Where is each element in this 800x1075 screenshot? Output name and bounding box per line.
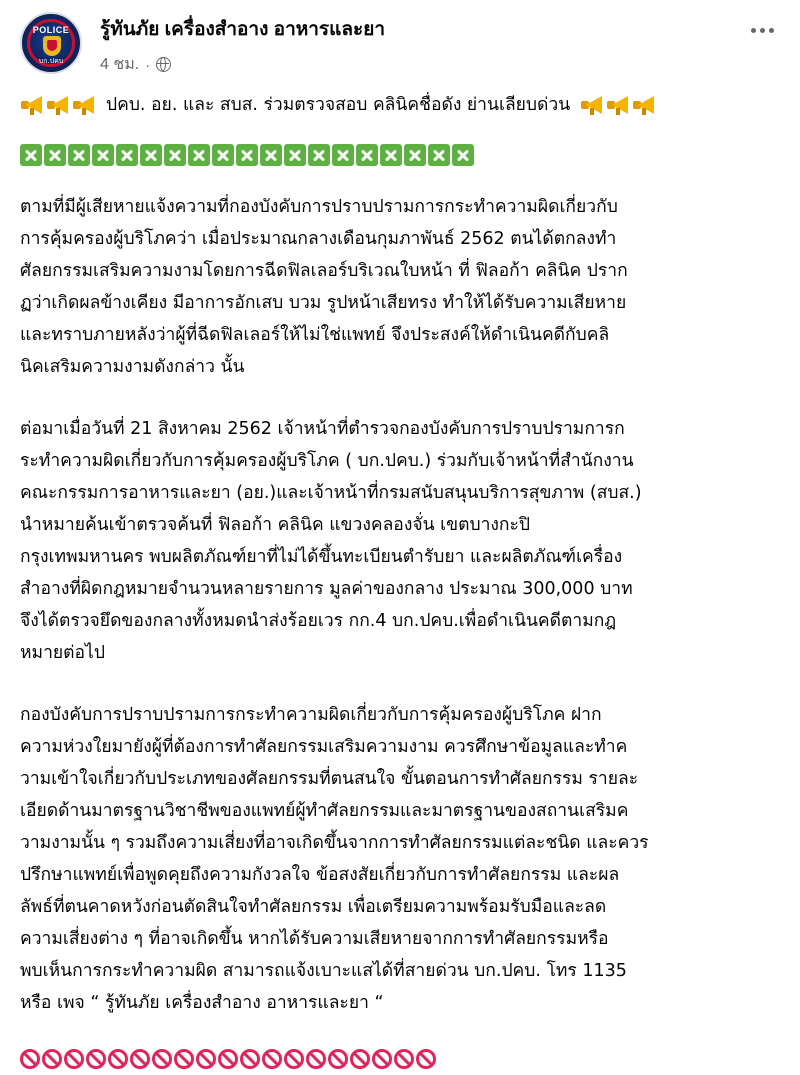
prohibited-icon [42,1049,62,1069]
paragraph-raid [20,413,785,669]
prohibited-icon [218,1049,238,1069]
paragraph-line: หมายต่อไป [20,643,105,663]
cross-mark-icon [68,144,90,166]
prohibited-icon [152,1049,172,1069]
prohibited-icon [328,1049,348,1069]
prohibited-icon [416,1049,436,1069]
paragraph-line: นิคเสริมความงามดังกล่าว นั้น [20,357,245,377]
paragraph-line: การคุ้มครองผู้บริโภคว่า เมื่อประมาณกลางเดือนกุมภาพันธ์ 2562 ตนได้ตกลงทำ [20,229,617,249]
cross-mark-icon [164,144,186,166]
prohibited-icon [372,1049,392,1069]
cross-mark-icon [356,144,378,166]
prohibited-icon [86,1049,106,1069]
cross-mark-icon [20,144,42,166]
paragraph-line: เอียดด้านมาตรฐานวิชาชีพของแพทย์ผู้ทำศัลยกรรมและมาตรฐานของสถานเสริมค [20,801,629,821]
paragraph-line: นำหมายค้นเข้าตรวจค้นที่ ฟิลอก้า คลินิค แขวงคลองจั่น เขตบางกะปิ [20,515,531,535]
cross-mark-icon [428,144,450,166]
prohibited-icon [262,1049,282,1069]
cross-mark-icon [212,144,234,166]
megaphone-icon [580,95,604,115]
prohibited-icon [306,1049,326,1069]
globe-icon[interactable] [156,57,171,72]
more-options-icon[interactable] [744,18,780,42]
prohibited-icon [20,1049,40,1069]
paragraph-line: ความเสี่ยงต่าง ๆ ที่อาจเกิดขึ้น หากได้รับความเสียหายจากการทำศัลยกรรมหรือ [20,929,609,949]
paragraph-line: ปรึกษาแพทย์เพื่อพูดคุยถึงความกังวลใจ ข้อสงสัยเกี่ยวกับการทำศัลยกรรม และผล [20,865,620,885]
megaphone-icon [20,95,44,115]
paragraph-advice [20,699,785,1019]
paragraph-line: ตามที่มีผู้เสียหายแจ้งความที่กองบังคับการปราบปรามการกระทำความผิดเกี่ยวกับ [20,197,618,217]
megaphone-icon [606,95,630,115]
cross-mark-icon [308,144,330,166]
paragraph-line: หรือ เพจ “ รู้ทันภัย เครื่องสำอาง อาหารและยา “ [20,993,384,1013]
more-dot [769,28,774,33]
megaphone-icon [72,95,96,115]
post-content [20,88,785,1073]
cross-mark-icon [332,144,354,166]
meta-separator: · [145,56,150,73]
paragraph-line: วามงามนั้น ๆ รวมถึงความเสี่ยงที่อาจเกิดขึ้นจากการทำศัลยกรรมแต่ละชนิด และควร [20,833,649,853]
paragraph-line: พบเห็นการกระทำความผิด สามารถแจ้งเบาะแสได้ที่สายด่วน บก.ปคบ. โทร 1135 [20,961,627,981]
paragraph-line: และทราบภายหลังว่าผู้ที่ฉีดฟิลเลอร์ให้ไม่ใช่แพทย์ จึงประสงค์ให้ดำเนินคดีกับคลิ [20,325,610,345]
prohibited-icon [240,1049,260,1069]
paragraph-line: วามเข้าใจเกี่ยวกับประเภทของศัลยกรรมที่ตนสนใจ ขั้นตอนการทำศัลยกรรม รายละ [20,769,639,789]
more-dot [760,28,765,33]
megaphone-icon [46,95,70,115]
prohibited-icon [174,1049,194,1069]
avatar-badge-text: POLICE [32,25,70,35]
paragraph-line: คณะกรรมการอาหารและยา (อย.)และเจ้าหน้าที่กรมสนับสนุนบริการสุขภาพ (สบส.) [20,483,642,503]
headline-text: ปคบ. อย. และ สบส. ร่วมตรวจสอบ คลินิคชื่อดัง ย่านเลียบด่วน [106,95,571,115]
prohibited-icon [64,1049,84,1069]
paragraph-line: กองบังคับการปราบปรามการกระทำความผิดเกี่ยวกับการคุ้มครองผู้บริโภค ฝาก [20,705,602,725]
post-timestamp[interactable]: 4 ชม. [100,56,140,73]
megaphone-icon [632,95,656,115]
paragraph-line: ต่อมาเมื่อวันที่ 21 สิงหาคม 2562 เจ้าหน้าที่ตำรวจกองบังคับการปราบปรามการก [20,419,625,439]
cross-mark-icon [188,144,210,166]
cross-mark-icon [140,144,162,166]
megaphone-group-left [20,95,96,115]
paragraph-complaint [20,191,785,383]
paragraph-line: ฏว่าเกิดผลข้างเคียง มีอาการอักเสบ บวม รูปหน้าเสียทรง ทำให้ได้รับความเสียหาย [20,293,627,313]
paragraph-line: กรุงเทพมหานคร พบผลิตภัณฑ์ยาที่ไม่ได้ขึ้นทะเบียนตำรับยา และผลิตภัณฑ์เครื่อง [20,547,623,567]
cross-mark-icon [452,144,474,166]
cross-mark-row [20,144,785,168]
paragraph-line: จึงได้ตรวจยึดของกลางทั้งหมดนำส่งร้อยเวร กก.4 บก.ปคบ.เพื่อดำเนินคดีตามกฎ [20,611,617,631]
cross-mark-icon [92,144,114,166]
paragraph-line: สำอางที่ผิดกฎหมายจำนวนหลายรายการ มูลค่าของกลาง ประมาณ 300,000 บาท [20,579,633,599]
prohibited-icon [196,1049,216,1069]
post-header [20,6,780,78]
cross-mark-icon [284,144,306,166]
prohibited-icon [394,1049,414,1069]
cross-mark-icon [380,144,402,166]
page-avatar[interactable] [20,12,82,74]
prohibited-row [20,1049,785,1073]
prohibited-icon [108,1049,128,1069]
paragraph-line: ลัพธ์ที่ตนคาดหวังก่อนตัดสินใจทำศัลยกรรม เพื่อเตรียมความพร้อมรับมือและลด [20,897,607,917]
cross-mark-icon [116,144,138,166]
cross-mark-icon [236,144,258,166]
avatar-bottom-text: บก.ปคบ [38,57,64,65]
paragraph-line: ศัลยกรรมเสริมความงามโดยการฉีดฟิลเลอร์บริเวณใบหน้า ที่ ฟิลอก้า คลินิค ปราก [20,261,628,281]
cross-mark-icon [260,144,282,166]
page-name-link[interactable]: รู้ทันภัย เครื่องสำอาง อาหารและยา [100,19,386,40]
prohibited-icon [350,1049,370,1069]
post-meta [100,52,171,77]
more-dot [751,28,756,33]
megaphone-group-right [580,95,656,115]
cross-mark-icon [44,144,66,166]
cross-mark-icon [404,144,426,166]
prohibited-icon [284,1049,304,1069]
paragraph-line: ระทำความผิดเกี่ยวกับการคุ้มครองผู้บริโภค ( บก.ปคบ.) ร่วมกับเจ้าหน้าที่สำนักงาน [20,451,634,471]
prohibited-icon [130,1049,150,1069]
headline [20,88,785,122]
badge-inner [47,40,57,51]
paragraph-line: ความห่วงใยมายังผู้ที่ต้องการทำศัลยกรรมเสริมความงาม ควรศึกษาข้อมูลและทำค [20,737,628,757]
